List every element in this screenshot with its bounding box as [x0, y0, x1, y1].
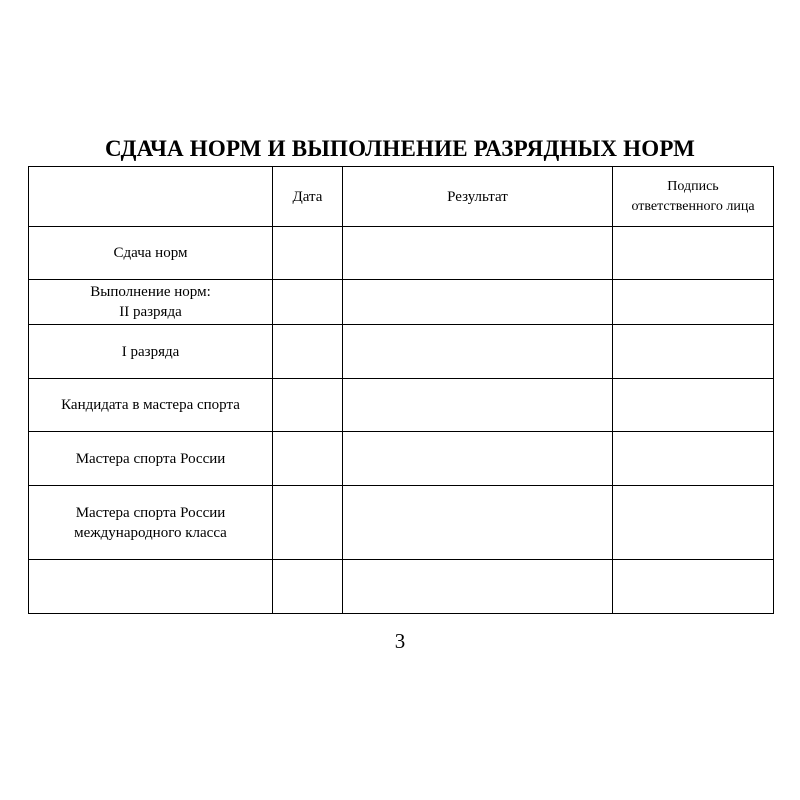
- row-label: [29, 486, 273, 560]
- signature-cell[interactable]: [613, 486, 774, 560]
- row-label: [29, 227, 273, 280]
- table-row: [29, 280, 774, 325]
- header-date: Дата: [273, 167, 343, 227]
- table-row: [29, 432, 774, 486]
- result-cell[interactable]: [343, 227, 613, 280]
- result-cell[interactable]: [343, 325, 613, 379]
- table-row: [29, 486, 774, 560]
- page-title: СДАЧА НОРМ И ВЫПОЛНЕНИЕ РАЗРЯДНЫХ НОРМ: [104, 136, 696, 161]
- header-signature: [613, 167, 774, 227]
- result-cell[interactable]: [343, 486, 613, 560]
- signature-cell[interactable]: [613, 280, 774, 325]
- signature-cell[interactable]: [613, 379, 774, 432]
- norms-table: [28, 166, 774, 614]
- table-row: [29, 325, 774, 379]
- row-label-line2: II разряда: [119, 304, 182, 320]
- header-signature-line1: Подпись: [667, 178, 719, 194]
- date-cell[interactable]: [273, 379, 343, 432]
- signature-cell[interactable]: [613, 325, 774, 379]
- table-row: [29, 560, 774, 614]
- table-row: [29, 227, 774, 280]
- date-cell[interactable]: [273, 560, 343, 614]
- row-label: [29, 379, 273, 432]
- header-result: Результат: [343, 167, 613, 227]
- header-label-cell: [29, 167, 273, 227]
- date-cell[interactable]: [273, 325, 343, 379]
- row-label: [29, 280, 273, 325]
- date-cell[interactable]: [273, 486, 343, 560]
- result-cell[interactable]: [343, 560, 613, 614]
- signature-cell[interactable]: [613, 432, 774, 486]
- row-label-line1: Мастера спорта России: [75, 504, 226, 521]
- header-signature-line2: ответственного лица: [631, 198, 755, 214]
- signature-cell[interactable]: [613, 560, 774, 614]
- row-label-line1: Выполнение норм:: [90, 284, 211, 300]
- table-row: [29, 379, 774, 432]
- result-cell[interactable]: [343, 432, 613, 486]
- row-label-line2: международного класса: [74, 524, 227, 541]
- row-label-line1: Мастера спорта России: [75, 450, 226, 467]
- table-header-row: [29, 167, 774, 227]
- row-label-line1: Сдача норм: [113, 245, 188, 261]
- page-number: 3: [394, 629, 406, 653]
- row-label[interactable]: [29, 560, 273, 614]
- result-cell[interactable]: [343, 379, 613, 432]
- row-label: [29, 325, 273, 379]
- result-cell[interactable]: [343, 280, 613, 325]
- signature-cell[interactable]: [613, 227, 774, 280]
- date-cell[interactable]: [273, 280, 343, 325]
- row-label: [29, 432, 273, 486]
- row-label-line1: Кандидата в мастера спорта: [61, 397, 240, 413]
- date-cell[interactable]: [273, 227, 343, 280]
- row-label-line1: I разряда: [121, 343, 180, 360]
- date-cell[interactable]: [273, 432, 343, 486]
